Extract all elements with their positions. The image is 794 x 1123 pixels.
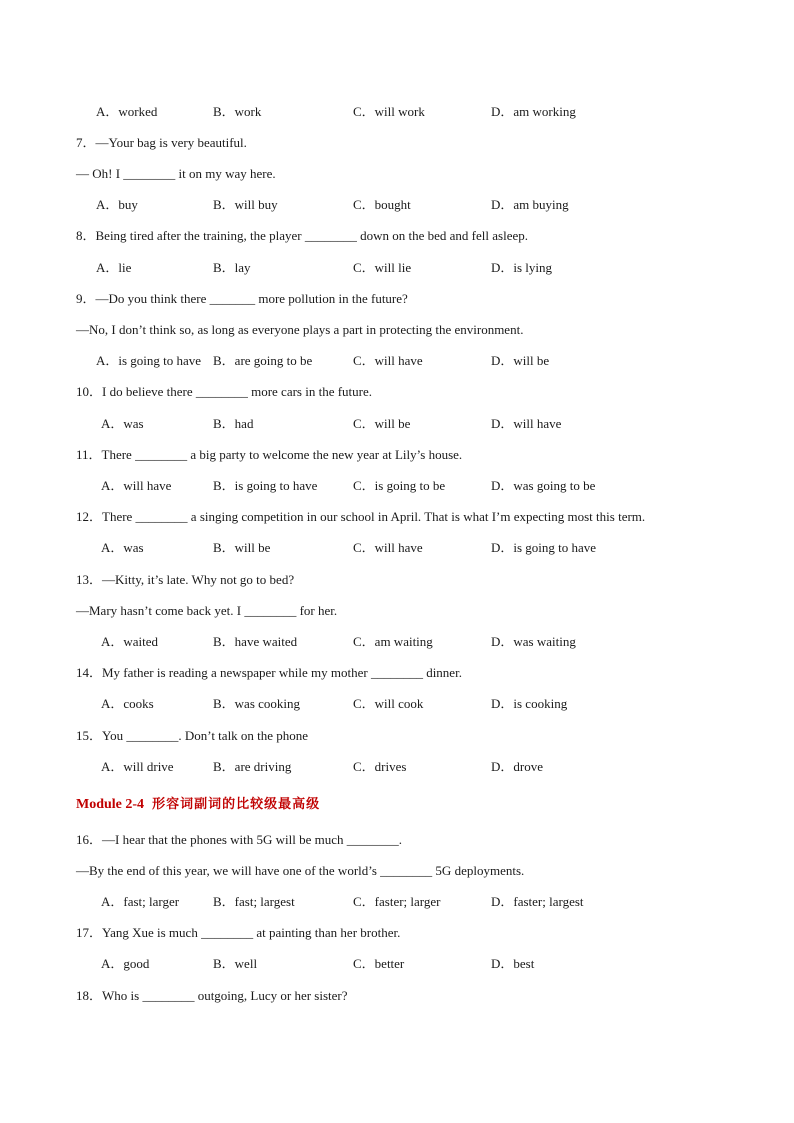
option-b[interactable]: B．are driving (213, 759, 292, 774)
question-12-stem: 12．There ________ a singing competition in our school in April. That is what I’m expecting most this term. (76, 509, 646, 524)
options-q15 (0, 759, 794, 775)
option-c[interactable]: C．better (353, 956, 405, 971)
question-14-stem: 14．My father is reading a newspaper while my mother ________ dinner. (76, 665, 462, 680)
option-b[interactable]: B．have waited (213, 634, 298, 649)
question-9-stem: 9．—Do you think there _______ more pollution in the future? (76, 291, 408, 306)
option-b[interactable]: B．is going to have (213, 478, 318, 493)
question-13-line-2: —Mary hasn’t come back yet. I ________ for her. (76, 603, 338, 618)
option-d[interactable]: D．am buying (491, 197, 569, 212)
section-heading (76, 797, 320, 813)
option-c[interactable]: C．will lie (353, 260, 412, 275)
option-a[interactable]: A．buy (96, 197, 138, 212)
options-q8 (0, 260, 794, 276)
option-d[interactable]: D．will have (491, 416, 562, 431)
question-15-stem: 15．You ________. Don’t talk on the phone (76, 728, 309, 743)
question-11-stem: 11．There ________ a big party to welcome the new year at Lily’s house. (76, 447, 463, 462)
option-d[interactable]: D．is lying (491, 260, 553, 275)
question-16-line-2: —By the end of this year, we will have one of the world’s ________ 5G deployments. (76, 863, 525, 878)
option-a[interactable]: A．fast; larger (101, 894, 180, 909)
question-18-stem: 18．Who is ________ outgoing, Lucy or her sister? (76, 988, 348, 1003)
option-b[interactable]: B．lay (213, 260, 251, 275)
option-c[interactable]: C．will have (353, 353, 423, 368)
option-c[interactable]: C．will work (353, 104, 425, 119)
options-q9 (0, 353, 794, 369)
option-c[interactable]: C．will cook (353, 696, 424, 711)
option-a[interactable]: A．good (101, 956, 150, 971)
option-c[interactable]: C．faster; larger (353, 894, 441, 909)
question-13-stem: 13．—Kitty, it’s late. Why not go to bed? (76, 572, 295, 587)
option-b[interactable]: B．will be (213, 540, 271, 555)
option-d[interactable]: D．is cooking (491, 696, 568, 711)
options-q13 (0, 634, 794, 650)
option-b[interactable]: B．fast; largest (213, 894, 295, 909)
option-d[interactable]: D．best (491, 956, 535, 971)
question-9-line-2: —No, I don’t think so, as long as everyone plays a part in protecting the environment. (76, 322, 524, 337)
module-label: Module 2-4 (76, 797, 145, 812)
options-q7 (0, 197, 794, 213)
section-title: 形容词副词的比较级最高级 (152, 797, 321, 812)
options-q16 (0, 894, 794, 910)
option-b[interactable]: B．will buy (213, 197, 278, 212)
option-b[interactable]: B．had (213, 416, 254, 431)
option-d[interactable]: D．was waiting (491, 634, 576, 649)
option-a[interactable]: A．is going to have (96, 353, 202, 368)
option-d[interactable]: D．was going to be (491, 478, 596, 493)
question-7-stem: 7．—Your bag is very beautiful. (76, 135, 247, 150)
option-a[interactable]: A．lie (96, 260, 132, 275)
question-16-stem: 16．—I hear that the phones with 5G will be much ________. (76, 832, 403, 847)
option-a[interactable]: A．will drive (101, 759, 174, 774)
option-b[interactable]: B．was cooking (213, 696, 301, 711)
option-c[interactable]: C．bought (353, 197, 411, 212)
option-a[interactable]: A．cooks (101, 696, 154, 711)
option-c[interactable]: C．will be (353, 416, 411, 431)
question-8-stem: 8．Being tired after the training, the player ________ down on the bed and fell asleep. (76, 228, 528, 243)
options-q10 (0, 416, 794, 432)
question-7-line-2: — Oh! I ________ it on my way here. (76, 166, 276, 181)
option-c[interactable]: C．drives (353, 759, 407, 774)
option-a[interactable]: A．will have (101, 478, 172, 493)
option-d[interactable]: D．will be (491, 353, 550, 368)
option-c[interactable]: C．is going to be (353, 478, 446, 493)
options-q12 (0, 540, 794, 556)
options-q11 (0, 478, 794, 494)
options-q17 (0, 956, 794, 972)
question-17-stem: 17．Yang Xue is much ________ at painting than her brother. (76, 925, 401, 940)
option-b[interactable]: B．well (213, 956, 258, 971)
option-b[interactable]: B．are going to be (213, 353, 313, 368)
option-c[interactable]: C．will have (353, 540, 423, 555)
option-a[interactable]: A．worked (96, 104, 158, 119)
option-c[interactable]: C．am waiting (353, 634, 433, 649)
options-q6 (0, 104, 794, 120)
option-b[interactable]: B．work (213, 104, 262, 119)
option-d[interactable]: D．am working (491, 104, 576, 119)
option-d[interactable]: D．drove (491, 759, 543, 774)
option-d[interactable]: D．is going to have (491, 540, 597, 555)
option-a[interactable]: A．was (101, 416, 144, 431)
question-10-stem: 10．I do believe there ________ more cars in the future. (76, 384, 373, 399)
options-q14 (0, 696, 794, 712)
option-d[interactable]: D．faster; largest (491, 894, 584, 909)
option-a[interactable]: A．was (101, 540, 144, 555)
option-a[interactable]: A．waited (101, 634, 159, 649)
